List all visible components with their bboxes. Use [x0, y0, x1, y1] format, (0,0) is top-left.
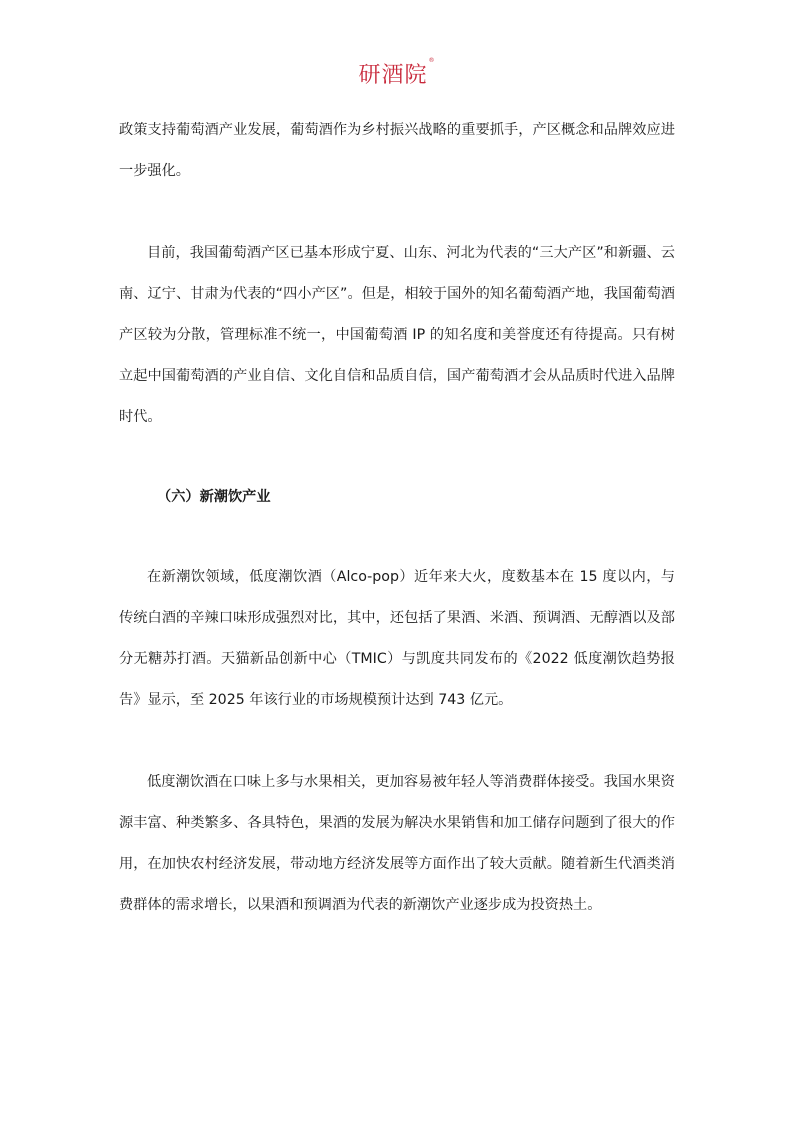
brand-logo	[0, 58, 793, 90]
brand-logo-text: 研酒院	[358, 63, 428, 88]
document-body	[119, 110, 675, 926]
paragraph-policy-support: 政策支持葡萄酒产业发展，葡萄酒作为乡村振兴战略的重要抓手，产区概念和品牌效应进一步强化。	[119, 122, 675, 179]
paragraph-fruit-wine: 低度潮饮酒在口味上多与水果相关，更加容易被年轻人等消费群体接受。我国水果资源丰富、种类繁多、各具特色，果酒的发展为解决水果销售和加工储存问题到了很大的作用，在加快农村经济发展，带动地方经济发展等方面作出了较大贡献。随着新生代酒类消费群体的需求增长，以果酒和预调酒为代表的新潮饮产业逐步成为投资热土。	[119, 774, 675, 913]
paragraph-wine-regions: 目前，我国葡萄酒产区已基本形成宁夏、山东、河北为代表的“三大产区”和新疆、云南、辽宁、甘肃为代表的“四小产区”。但是，相较于国外的知名葡萄酒产地，我国葡萄酒产区较为分散，管理标准不统一，中国葡萄酒 IP 的知名度和美誉度还有待提高。只有树立起中国葡萄酒的产业自信、文化自信和品质自信，国产葡萄酒才会从品质时代进入品牌时代。	[119, 245, 675, 425]
section-heading: （六）新潮饮产业	[157, 489, 271, 505]
registered-mark: ®	[428, 57, 435, 64]
paragraph-low-alcohol-drinks: 在新潮饮领域，低度潮饮酒（Alco-pop）近年来大火，度数基本在 15 度以内，与传统白酒的辛辣口味形成强烈对比，其中，还包括了果酒、米酒、预调酒、无醇酒以及部分无糖苏打酒。天猫新品创新中心（TMIC）与凯度共同发布的《2022 低度潮饮趋势报告》显示，至 2025 年该行业的市场规模预计达到 743 亿元。	[119, 569, 675, 708]
